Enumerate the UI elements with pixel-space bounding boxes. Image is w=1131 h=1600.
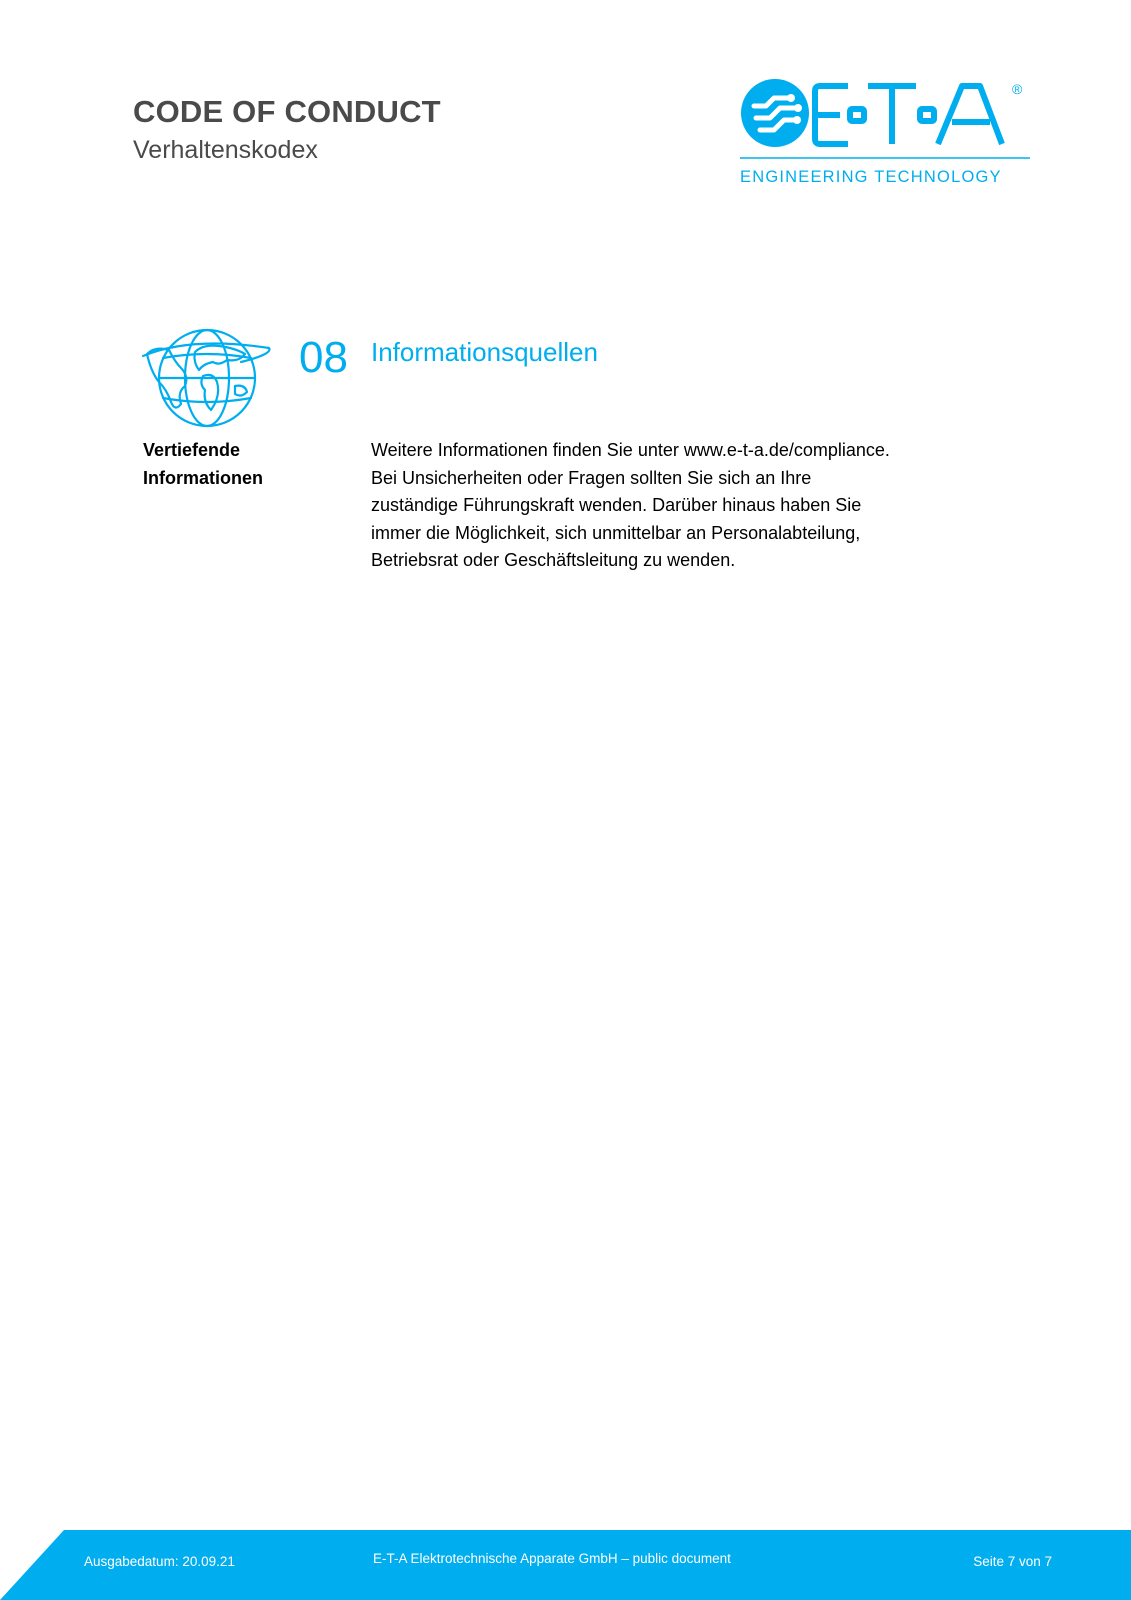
section-title: Informationsquellen [371, 337, 598, 367]
body-line: immer die Möglichkeit, sich unmittelbar an Personalabteilung, [371, 522, 861, 543]
footer-date: Ausgabedatum: 20.09.21 [84, 1554, 235, 1569]
section-number: 08 [299, 333, 348, 382]
page-title: CODE OF CONDUCT [133, 94, 441, 129]
body-line: zuständige Führungskraft wenden. Darüber hinaus haben Sie [371, 495, 862, 515]
body-line: Betriebsrat oder Geschäftsleitung zu wenden. [371, 550, 736, 570]
body-line: Bei Unsicherheiten oder Fragen sollten Sie sich an Ihre [371, 467, 812, 488]
globe-icon [141, 326, 274, 430]
page-footer [0, 1530, 1131, 1600]
side-label-line: Informationen [143, 467, 263, 488]
footer-page-number: Seite 7 von 7 [973, 1554, 1052, 1569]
page-subtitle: Verhaltenskodex [133, 136, 318, 164]
eta-logo [740, 78, 1052, 190]
side-label-line: Vertiefende [143, 440, 241, 460]
body-paragraph [371, 437, 951, 575]
svg-text:®: ® [1012, 81, 1023, 97]
side-label [143, 437, 343, 492]
logo-tagline: ENGINEERING TECHNOLOGY [740, 168, 1002, 186]
body-line: Weitere Informationen finden Sie unter www.e-t-a.de/compliance. [371, 440, 890, 460]
footer-company: E-T-A Elektrotechnische Apparate GmbH – public document [373, 1551, 731, 1566]
